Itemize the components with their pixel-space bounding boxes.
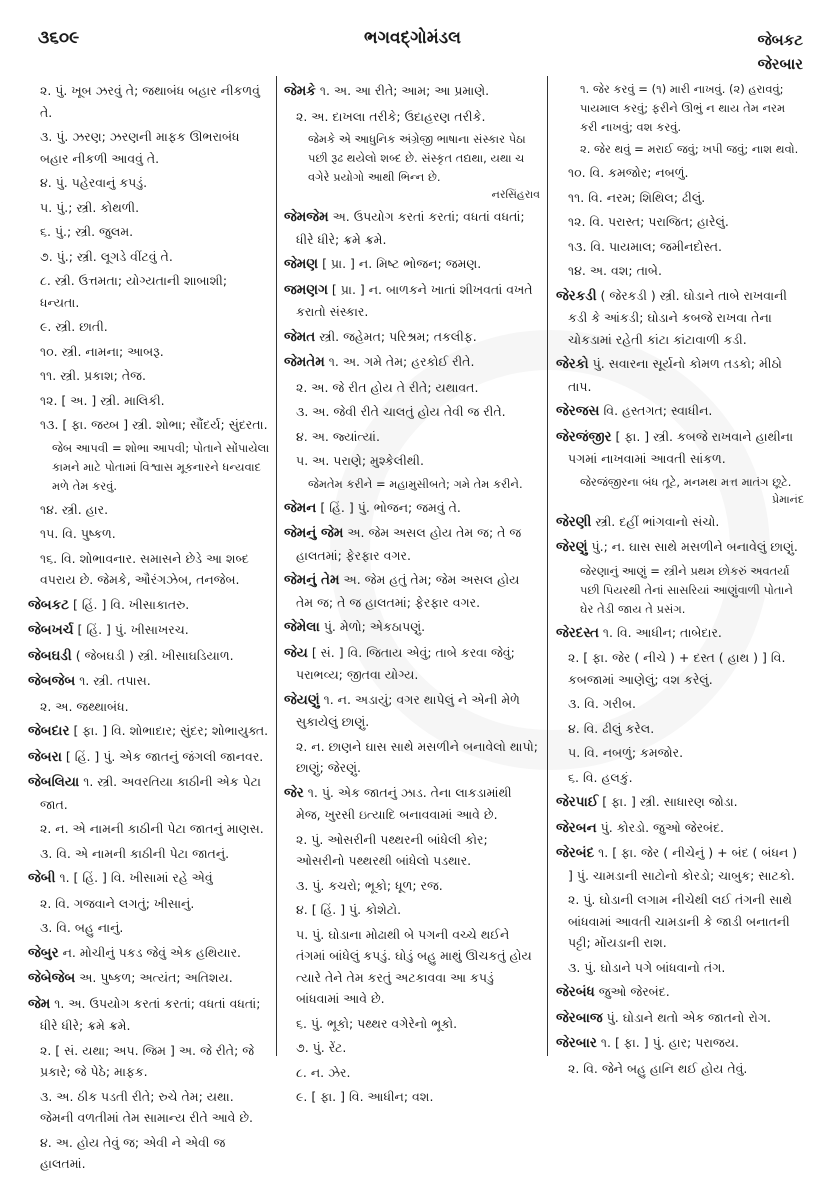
definition-text: ૪. [ હિં. ] પું. કોશેટો.	[296, 902, 402, 917]
page-title: ભગવદ્ગોમંડલ	[364, 28, 461, 48]
sense-item	[28, 917, 270, 939]
definition-text: ૨. પું. ઘોડાની લગામ નીચેથી લઈ તંગની સાથે બાંધવામાં આવતી ચામડાની કે જાડી બનાતની પટ્ટી; મોંયડાની રાશ.	[568, 892, 792, 950]
definition-text: ૧૨. [ અ. ] સ્ત્રી. માલિકી.	[40, 392, 165, 408]
headword: જેમતેમ	[284, 354, 325, 370]
definition-text: ૭. પું.; સ્ત્રી. લૂગડે વીંટવું તે.	[40, 248, 173, 264]
definition-text: ૩. વિ. એ નામની કાઠીની પેટા જાતનું.	[40, 845, 230, 861]
dictionary-entry	[28, 771, 270, 815]
sense-item	[28, 843, 270, 865]
definition-text: અ. જેમ હતું તેમ; જેમ અસલ હોય તેમ જ; તે જ હાલતમાં; ફેરફાર વગર.	[296, 572, 520, 610]
sense-item	[556, 1058, 804, 1080]
headword: જેયણું	[284, 691, 320, 708]
usage-example	[556, 473, 804, 508]
sense-item	[556, 162, 804, 184]
headword: જેમજેમ	[284, 209, 329, 225]
sense-item	[28, 246, 270, 268]
guide-words	[757, 28, 803, 76]
definition-text: ૧૨. વિ. પરાસ્ત; પરાજિત; હારેલું.	[568, 214, 729, 229]
usage-example	[556, 140, 804, 159]
headword: જેરપાઈ	[556, 794, 599, 810]
definition-text: ૨. ન. છાણને ઘાસ સાથે મસળીને બનાવેલો થાપો; છાણું; જેરણું.	[296, 738, 538, 775]
dictionary-entry	[284, 642, 540, 686]
definition-text: ૧. અ. ગમે તેમ; હરકોઈ રીતે.	[328, 354, 475, 369]
definition-text: સ્ત્રી. દહીં ભાંગવાનો સંચો.	[595, 513, 720, 529]
definition-text: જુઓ જેરબંદ.	[598, 984, 670, 999]
usage-example	[556, 562, 804, 619]
definition-text: ૩. વિ. બહુ નાનું.	[40, 920, 124, 935]
dictionary-entry	[28, 720, 270, 743]
definition-text: ( જેબઘડી ) સ્ત્રી. ખીસાઘડિયાળ.	[75, 647, 234, 663]
sense-item	[28, 316, 270, 338]
sense-item	[28, 1132, 270, 1175]
definition-text: [ હિં. ] પું. ખીસાખરચ.	[77, 622, 189, 637]
sense-item	[556, 957, 804, 979]
sense-item	[28, 341, 270, 363]
definition-text: [ ફા. ] વિ. શોભાદાર; સુંદર; શોભાયુક્ત.	[73, 723, 269, 738]
definition-text: જેબ આપવી = શોભા આપવી; પોતાને સોંપાયેલા કામને માટે પોતામાં વિશ્વાસ મૂકનારને ધન્યવાદ મળે તેમ કરવું.	[52, 440, 270, 493]
dictionary-entry	[284, 782, 540, 826]
sense-item	[556, 211, 804, 233]
headword: જેમકે	[284, 83, 316, 99]
definition-text: ૫. વિ. નબળું; કમજોર.	[568, 745, 684, 760]
usage-example	[284, 130, 540, 203]
definition-text: ૨. પું. ઓસરીની પથ્થરની બાંધેલી કોર; ઓસરીનો પથ્થરથી બાંધેલો પડથાર.	[296, 831, 488, 868]
sense-item	[556, 236, 804, 258]
column-1	[28, 80, 270, 1178]
definition-text: [ પ્રા. ] ન. મિષ્ટ ભોજન; જમણ.	[322, 256, 482, 271]
definition-text: ૧૪. અ. વશ; તાબે.	[568, 263, 662, 278]
sense-item	[28, 499, 270, 521]
definition-text: ૪. પું. પહેરવાનું કપડું.	[40, 175, 148, 190]
sense-item	[28, 172, 270, 194]
headword: જેય	[284, 644, 308, 661]
headword: જેબુર	[28, 944, 59, 961]
usage-example	[28, 439, 270, 496]
sense-item	[28, 414, 270, 436]
dictionary-entry	[556, 791, 804, 814]
dictionary-entry	[28, 867, 270, 890]
definition-text: ૧૬. વિ. શોભાવનાર. સમાસને છેડે આ શબ્દ વપરાય છે. જેમકે, ઔરંગઝેબ, તનજેબ.	[40, 550, 249, 587]
definition-text: ૯. [ ફા. ] વિ. આધીન; વશ.	[296, 1089, 434, 1104]
definition-text: ૧. વિ. આધીન; તાબેદાર.	[602, 624, 722, 640]
definition-text: [ ફા. ] સ્ત્રી. સાધારણ જોડા.	[602, 794, 738, 809]
definition-text: ન. મોચીનું પકડ જેવું એક હથિયાર.	[62, 944, 242, 960]
sense-item	[556, 187, 804, 209]
definition-text: ૬. પું. ભૂકો; પથ્થર વગેરેનો ભૂકો.	[296, 1015, 458, 1031]
column-2	[284, 80, 540, 1111]
sense-item	[284, 899, 540, 921]
definition-text: અ. જેમ અસલ હોય તેમ જ; તે જ હાલતમાં; ફેરફાર વગર.	[296, 525, 522, 563]
definition-text: ૨. જેર થવું = મરાઈ જવું; ખપી જવું; નાશ થવો.	[580, 142, 799, 156]
definition-text: ૧. ન. અડાયું; વગર થાપેલું ને એની મેળે સુકાયેલું છાણું.	[296, 691, 520, 729]
headword: જેરકો	[556, 356, 589, 372]
definition-text: [ પ્રા. ] ન. બાળકને ખાતાં શીખવતાં વખતે કરાતો સંસ્કાર.	[296, 281, 533, 319]
dictionary-entry	[28, 942, 270, 965]
sense-item	[28, 696, 270, 718]
dictionary-entry	[28, 619, 270, 642]
definition-text: ૪. અ. હોય તેવું જ; એવી ને એવી જ હાલતમાં.	[40, 1134, 226, 1171]
dictionary-entry	[284, 497, 540, 520]
headword: જેરણું	[556, 539, 588, 555]
definition-text: ૧. [ ફા. ] પું. હાર; પરાજય.	[600, 1035, 739, 1050]
dictionary-entry	[556, 622, 804, 645]
definition-text: ૫. પું.; સ્ત્રી. કોથળી.	[40, 199, 140, 215]
sense-item	[28, 893, 270, 915]
headword: જેરકડી	[556, 287, 597, 304]
definition-text: ૯. સ્ત્રી. છાતી.	[40, 319, 108, 334]
sense-item	[556, 260, 804, 282]
dictionary-entry	[556, 353, 804, 397]
definition-text: પું. સવારના સૂર્યનો કોમળ તડકો; મીઠો તાપ.	[568, 356, 782, 394]
dictionary-entry	[556, 511, 804, 534]
sense-item	[28, 80, 270, 123]
definition-text: ૬. વિ. હલકું.	[568, 769, 633, 785]
dictionary-entry	[284, 689, 540, 733]
definition-text: ૮. ન. ઝેર.	[296, 1064, 351, 1080]
dictionary-entry	[28, 967, 270, 990]
definition-text: ૧૦. વિ. કમજોર; નબળું.	[568, 165, 689, 180]
definition-text: ૫. પું. ઘોડાના મોઢાથી બે પગની વચ્ચે થઈને તંગમાં બાંધેલું કપડું. ઘોડું બહુ માથું ઊચકતું હોય ત્યારે તેને તેમ કરતું અટકાવવા આ કપડું બાંધવામાં આવે છે.	[296, 926, 532, 1006]
definition-text: ૨. પું. ખૂબ ઝરવું તે; જથાબંધ બહાર નીકળવું તે.	[40, 83, 260, 120]
definition-text: ૧૦. સ્ત્રી. નામના; આબરૂ.	[40, 343, 164, 359]
dictionary-entry	[284, 616, 540, 639]
headword: જમણગ	[284, 281, 328, 298]
headword: જેબઘડી	[28, 647, 72, 664]
definition-text: ૩. અ. ઠીક પડતી રીતે; રુચે તેમ; યથા. જેમની વળતીમાં તેમ સામાન્ય રીતે આવે છે.	[40, 1088, 254, 1125]
dictionary-entry	[556, 1007, 804, 1030]
dictionary-entry	[556, 400, 804, 423]
column-3	[556, 80, 804, 1082]
definition-text: પું. મેળો; એકઠાપણું.	[323, 619, 426, 634]
definition-text: ૩. વિ. ગરીબ.	[568, 696, 637, 711]
definition-text: ૧. સ્ત્રી. તપાસ.	[79, 673, 151, 688]
dictionary-entry	[556, 426, 804, 470]
sense-item	[28, 390, 270, 412]
dictionary-entry	[284, 279, 540, 323]
headword: જેબજેબ	[28, 673, 76, 689]
sense-item	[556, 718, 804, 740]
headword: જેરબંદ	[556, 845, 595, 861]
definition-text: ૪. વિ. ઢીલું કરેલ.	[568, 720, 655, 736]
sense-item	[556, 693, 804, 715]
sense-item	[284, 450, 540, 472]
guide-word-first: જેબકટ	[757, 31, 803, 49]
headword: જેમ	[28, 995, 51, 1012]
dictionary-entry	[28, 746, 270, 769]
sense-item	[284, 1013, 540, 1035]
dictionary-entry	[284, 351, 540, 374]
dictionary-entry	[556, 536, 804, 559]
dictionary-entry	[284, 80, 540, 103]
definition-text: જેરજંજીરના બંધ તૂટે, મનમથ મત્ત માતંગ છૂટે.	[580, 474, 792, 489]
headword: જેરબંધ	[556, 984, 595, 1000]
definition-text: ૨. વિ. ગજવાને લગતું; ખીસાનું.	[40, 895, 195, 911]
dictionary-entry	[556, 285, 804, 351]
definition-text: ૧. અ. ઉપયોગ કરતાં કરતાં; વધતાં વધતાં; ધીરે ધીરે; ક્રમે ક્રમે.	[40, 995, 261, 1033]
definition-text: પું.; ન. ઘાસ સાથે મસળીને બનાવેલું છાણું.	[591, 539, 798, 554]
sense-item	[284, 106, 540, 128]
definition-text: પું. ઘોડાને થતો એક જાતનો રોગ.	[606, 1009, 772, 1025]
headword: જેબી	[28, 870, 56, 886]
sense-item	[284, 736, 540, 779]
sense-item	[284, 1062, 540, 1084]
definition-text: જેમતેમ કરીને = મહામુસીબતે; ગમે તેમ કરીને.	[308, 476, 523, 491]
headword: જેરબાજ	[556, 1009, 603, 1026]
usage-example	[284, 475, 540, 494]
definition-text: અ. પુષ્કળ; અત્યંત; અતિશય.	[79, 970, 233, 985]
definition-text: [ સં. ] વિ. જિતાય એવું; તાબે કરવા જેવું; પરાભવ્ય; જીતવા યોગ્ય.	[296, 644, 515, 682]
definition-text: ૧. સ્ત્રી. અવરતિયા કાઠીની એક પેટા જાત.	[40, 774, 261, 812]
definition-text: ૩. પું. કચરો; ભૂકો; ધૂળ; રજ.	[296, 877, 443, 893]
definition-text: ૭. પું. રેંટ.	[296, 1040, 347, 1055]
definition-text: [ હિં. ] પું. એક જાતનું જંગલી જાનવર.	[65, 748, 264, 764]
dictionary-entry	[556, 817, 804, 840]
headword: જેરજંજીર	[556, 428, 612, 445]
definition-text: અ. ઉપયોગ કરતાં કરતાં; વધતાં વધતાં; ધીરે ધીરે; ક્રમે ક્રમે.	[296, 209, 525, 247]
dictionary-entry	[28, 993, 270, 1037]
definition-text: ૨. અ. દાખલા તરીકે; ઉદાહરણ તરીકે.	[296, 108, 486, 124]
definition-text: ૫. અ. પરાણે; મુશ્કેલીથી.	[296, 453, 424, 468]
definition-text: ૩. અ. જેવી રીતે ચાલતું હોય તેવી જ રીતે.	[296, 404, 506, 419]
definition-text: ૧. પું. એક જાતનું ઝાડ. તેના લાકડામાંથી મેજ, ખુરસી ઇત્યાદિ બનાવવામાં આવે છે.	[296, 784, 512, 822]
sense-item	[28, 548, 270, 591]
definition-text: ૨. ન. એ નામની કાઠીની પેટા જાતનું માણસ.	[40, 821, 264, 836]
headword: જેરજસ	[556, 403, 600, 419]
sense-item	[284, 1086, 540, 1108]
page-number: ૩૬૦૯	[38, 28, 80, 48]
definition-text: ૧. [ ફા. જેર ( નીચેનું ) + બંદ ( બંધન ) ] પું. ચામડાની સાટોનો કોરડો; ચાબુક; સાટકો.	[568, 845, 798, 883]
definition-text: ૧૧. સ્ત્રી. પ્રકાશ; તેજ.	[40, 368, 146, 383]
sense-item	[556, 889, 804, 954]
dictionary-entry	[28, 670, 270, 693]
sense-item	[28, 818, 270, 840]
headword: જેરણી	[556, 513, 592, 530]
column-divider	[276, 76, 277, 1056]
sense-item	[284, 829, 540, 872]
usage-example	[556, 80, 804, 137]
definition-text: ૩. પું. ઝરણ; ઝરણની માફક ઊભરાબંધ બહાર નીકળી આવવું તે.	[40, 129, 240, 166]
sense-item	[556, 647, 804, 690]
definition-text: [ ફા. ] સ્ત્રી. કબજે રાખવાને હાથીના પગમાં નાખવામાં આવતી સાંકળ.	[568, 428, 794, 466]
definition-text: ૮. સ્ત્રી. ઉત્તમતા; યોગ્યતાની શાબાશી; ધન્યતા.	[40, 273, 228, 310]
definition-text: ૧. જેર કરવું = (૧) મારી નાખવું. (૨) હરાવવું; પાયમાલ કરવું; ફરીને ઊભું ન થાય તેમ નરમ કરી નાખવું; વશ કરવું.	[580, 82, 786, 134]
sense-item	[284, 924, 540, 1010]
headword: જેમનું જેમ	[284, 525, 344, 541]
headword: જેબરા	[28, 748, 62, 765]
definition-text: [ હિં. ] પું. ભોજન; જમવું તે.	[320, 499, 461, 515]
dictionary-entry	[284, 326, 540, 349]
definition-text: ૨. [ ફા. જેર ( નીચે ) + દસ્ત ( હાથ ) ] વિ. કબજામાં આણેલું; વશ કરેલું.	[568, 650, 786, 687]
headword: જેરબાર	[556, 1035, 597, 1051]
headword: જેબેજેબ	[28, 970, 76, 986]
definition-text: ૧૩. વિ. પાયમાલ; જમીનદોસ્ત.	[568, 238, 722, 254]
definition-text: [ હિં. ] વિ. ખીસાકાતરુ.	[72, 596, 190, 612]
definition-text: ૨. અ. જે રીત હોય તે રીતે; યથાવત.	[296, 379, 479, 395]
sense-item	[284, 401, 540, 423]
column-divider	[547, 76, 548, 1056]
definition-text: ૨. અ. જથ્થાબંધ.	[40, 698, 129, 714]
sense-item	[284, 377, 540, 399]
headword: જેમણ	[284, 256, 319, 272]
quote-author: પ્રેમાનંદ	[772, 492, 804, 506]
definition-text: ૨. વિ. જેને બહુ હાનિ થઈ હોય તેવું.	[568, 1060, 748, 1076]
dictionary-entry	[28, 645, 270, 668]
dictionary-entry	[284, 253, 540, 276]
dictionary-entry	[28, 594, 270, 617]
sense-item	[28, 1040, 270, 1083]
headword: જેબદાર	[28, 723, 70, 739]
headword: જેબલિયા	[28, 774, 80, 790]
definition-text: ૧૧. વિ. નરમ; શિથિલ; ઢીલું.	[568, 189, 706, 205]
dictionary-entry	[556, 842, 804, 886]
headword: જેબખર્ચ	[28, 622, 74, 638]
definition-text: ૧૫. વિ. પુષ્કળ.	[40, 526, 116, 541]
definition-text: ૧. અ. આ રીતે; આમ; આ પ્રમાણે.	[319, 83, 490, 98]
sense-item	[284, 875, 540, 897]
sense-item	[28, 126, 270, 169]
definition-text: પું. કોરડો. જુઓ જેરબંદ.	[600, 819, 725, 835]
headword: જેમેલા	[284, 619, 320, 635]
sense-item	[556, 767, 804, 789]
definition-text: ૧૪. સ્ત્રી. હાર.	[40, 501, 109, 517]
definition-text: ૪. અ. જ્યાંત્યાં.	[296, 428, 380, 444]
headword: જેમનું તેમ	[284, 572, 340, 588]
dictionary-entry	[556, 981, 804, 1004]
dictionary-entry	[556, 1032, 804, 1055]
quote-author: નરસિંહરાવ	[491, 188, 540, 201]
definition-text: સ્ત્રી. જહેમત; પરિશ્રમ; તકલીફ.	[319, 328, 477, 344]
dictionary-entry	[284, 569, 540, 613]
headword: જેમત	[284, 328, 316, 345]
definition-text: જેમકે એ આધુનિક અંગ્રેજી ભાષાના સંસ્કાર પેઠા પછી રૂઢ થયેલો શબ્દ છે. સંસ્કૃત તદ્યથા, યથા ચ વગેરે પ્રયોગો આથી ભિન્ન છે.	[308, 132, 526, 184]
definition-text: ૨. [ સં. યથા; અપ. જિમ ] અ. જે રીતે; જે પ્રકારે; જે પેઠે; માફક.	[40, 1042, 255, 1079]
sense-item	[28, 1086, 270, 1129]
sense-item	[28, 365, 270, 387]
definition-text: ૧. [ હિં. ] વિ. ખીસામાં રહે એવું	[59, 870, 213, 885]
sense-item	[284, 426, 540, 448]
definition-text: ૩. પું. ઘોડાને પગે બાંધવાનો તંગ.	[568, 959, 726, 975]
definition-text: ૬. પું.; સ્ત્રી. જુલમ.	[40, 224, 134, 239]
guide-word-last: જેરબાર	[757, 55, 803, 73]
headword: જેમન	[284, 499, 317, 516]
headword: જેરબન	[556, 819, 597, 836]
definition-text: ૧૩. [ ફા. જય્બ ] સ્ત્રી. શોભા; સૌંદર્ય; સુંદરતા.	[40, 417, 268, 432]
headword: જેબકટ	[28, 596, 69, 613]
sense-item	[284, 1037, 540, 1059]
sense-item	[28, 523, 270, 545]
sense-item	[556, 742, 804, 764]
headword: જેર	[284, 784, 304, 801]
definition-text: વિ. હસ્તગત; સ્વાધીન.	[603, 403, 713, 418]
definition-text: ( જેરકડી ) સ્ત્રી. ઘોડાને તાબે રાખવાની કડી કે આંકડી; ઘોડાને કબજે રાખવા તેના ચોકડામાં રહેતી કાંટા કાંટાવાળી કડી.	[568, 287, 788, 347]
sense-item	[28, 270, 270, 313]
sense-item	[28, 221, 270, 243]
definition-text: જેરણાનું આણું = સ્ત્રીને પ્રથમ છોકરું અવતર્યા પછી પિયરથી તેનાં સાસરિયાં આણુંવાળી પોતાને ઘેર તેડી જાય તે પ્રસંગ.	[580, 563, 793, 616]
headword: જેરદસ્ત	[556, 624, 599, 641]
sense-item	[28, 197, 270, 219]
dictionary-entry	[284, 522, 540, 566]
dictionary-entry	[284, 206, 540, 250]
